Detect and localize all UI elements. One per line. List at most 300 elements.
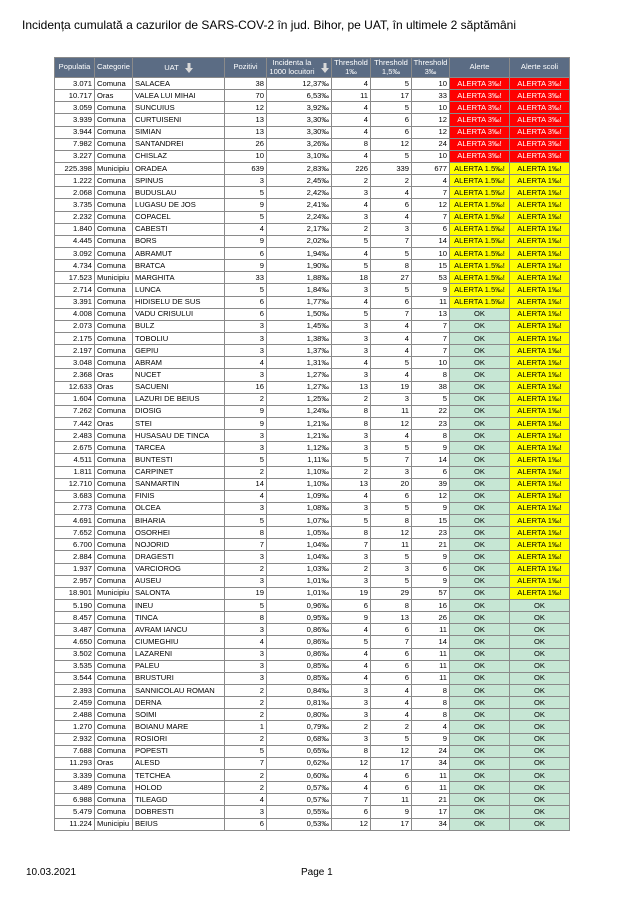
cell-categorie: Comuna — [95, 430, 133, 442]
cell-threshold-1-5: 5 — [371, 247, 412, 259]
table-row — [55, 551, 570, 563]
cell-threshold-1: 5 — [332, 515, 371, 527]
cell-populatia: 2.459 — [55, 697, 95, 709]
cell-categorie: Comuna — [95, 260, 133, 272]
cell-threshold-1-5: 11 — [371, 405, 412, 417]
cell-alerte: ALERTA 1.5‰! — [450, 296, 510, 308]
cell-threshold-3: 9 — [412, 284, 450, 296]
cell-alerte-scoli: ALERTA 1‰! — [510, 539, 570, 551]
cell-categorie: Comuna — [95, 357, 133, 369]
cell-alerte-scoli: OK — [510, 660, 570, 672]
cell-categorie: Oras — [95, 369, 133, 381]
cell-uat: CURTUISENI — [133, 114, 225, 126]
cell-pozitivi: 5 — [225, 211, 267, 223]
cell-threshold-1-5: 12 — [371, 527, 412, 539]
cell-threshold-1: 3 — [332, 551, 371, 563]
cell-uat: HUSASAU DE TINCA — [133, 430, 225, 442]
cell-alerte: OK — [450, 794, 510, 806]
cell-pozitivi: 9 — [225, 235, 267, 247]
cell-uat: HIDISELU DE SUS — [133, 296, 225, 308]
table-row — [55, 806, 570, 818]
cell-pozitivi: 4 — [225, 794, 267, 806]
cell-uat: DOBRESTI — [133, 806, 225, 818]
cell-alerte: OK — [450, 587, 510, 599]
cell-uat: LAZURI DE BEIUS — [133, 393, 225, 405]
cell-categorie: Comuna — [95, 563, 133, 575]
cell-threshold-3: 11 — [412, 672, 450, 684]
sort-down-arrow-icon[interactable] — [321, 63, 329, 73]
cell-alerte-scoli: ALERTA 1‰! — [510, 332, 570, 344]
cell-uat: POPESTI — [133, 745, 225, 757]
cell-alerte: OK — [450, 624, 510, 636]
cell-alerte: OK — [450, 393, 510, 405]
cell-uat: SIMIAN — [133, 126, 225, 138]
cell-incidenta: 3,92‰ — [267, 102, 332, 114]
cell-uat: BRUSTURI — [133, 672, 225, 684]
cell-incidenta: 2,02‰ — [267, 235, 332, 247]
cell-alerte: OK — [450, 308, 510, 320]
cell-populatia: 5.190 — [55, 600, 95, 612]
cell-threshold-1-5: 5 — [371, 442, 412, 454]
cell-pozitivi: 26 — [225, 138, 267, 150]
cell-alerte: OK — [450, 430, 510, 442]
cell-incidenta: 1,10‰ — [267, 466, 332, 478]
table-row — [55, 235, 570, 247]
cell-threshold-1-5: 4 — [371, 697, 412, 709]
cell-uat: CIUMEGHIU — [133, 636, 225, 648]
cell-alerte-scoli: OK — [510, 697, 570, 709]
cell-threshold-3: 8 — [412, 685, 450, 697]
cell-incidenta: 1,88‰ — [267, 272, 332, 284]
cell-uat: AUSEU — [133, 575, 225, 587]
cell-uat: VARCIOROG — [133, 563, 225, 575]
cell-alerte-scoli: ALERTA 1‰! — [510, 199, 570, 211]
cell-threshold-1-5: 3 — [371, 223, 412, 235]
cell-pozitivi: 6 — [225, 308, 267, 320]
cell-threshold-3: 11 — [412, 296, 450, 308]
cell-threshold-3: 9 — [412, 575, 450, 587]
cell-pozitivi: 12 — [225, 102, 267, 114]
cell-populatia: 1.270 — [55, 721, 95, 733]
cell-threshold-3: 14 — [412, 454, 450, 466]
table-row — [55, 502, 570, 514]
cell-threshold-1-5: 9 — [371, 806, 412, 818]
cell-uat: BOIANU MARE — [133, 721, 225, 733]
cell-uat: DRAGESTI — [133, 551, 225, 563]
cell-categorie: Comuna — [95, 454, 133, 466]
header-alerte[interactable]: Alerte — [450, 58, 510, 78]
cell-incidenta: 1,84‰ — [267, 284, 332, 296]
cell-categorie: Comuna — [95, 308, 133, 320]
cell-incidenta: 0,86‰ — [267, 648, 332, 660]
table-row — [55, 90, 570, 102]
cell-alerte: OK — [450, 697, 510, 709]
cell-threshold-1-5: 27 — [371, 272, 412, 284]
cell-categorie: Municipiu — [95, 162, 133, 174]
cell-threshold-1: 5 — [332, 308, 371, 320]
cell-populatia: 3.071 — [55, 78, 95, 90]
cell-pozitivi: 3 — [225, 430, 267, 442]
cell-incidenta: 1,38‰ — [267, 332, 332, 344]
header-categorie[interactable]: Categorie — [95, 58, 133, 78]
cell-threshold-1-5: 6 — [371, 782, 412, 794]
cell-populatia: 3.227 — [55, 150, 95, 162]
cell-alerte-scoli: OK — [510, 685, 570, 697]
cell-pozitivi: 2 — [225, 709, 267, 721]
cell-incidenta: 2,83‰ — [267, 162, 332, 174]
cell-threshold-1-5: 7 — [371, 235, 412, 247]
cell-threshold-1-5: 17 — [371, 757, 412, 769]
cell-threshold-3: 23 — [412, 527, 450, 539]
cell-alerte: OK — [450, 745, 510, 757]
cell-threshold-1-5: 4 — [371, 345, 412, 357]
cell-pozitivi: 639 — [225, 162, 267, 174]
cell-pozitivi: 2 — [225, 466, 267, 478]
table-row — [55, 466, 570, 478]
cell-categorie: Comuna — [95, 709, 133, 721]
cell-alerte: OK — [450, 527, 510, 539]
table-row — [55, 284, 570, 296]
table-row — [55, 308, 570, 320]
table-row — [55, 612, 570, 624]
cell-threshold-1-5: 3 — [371, 563, 412, 575]
cell-categorie: Comuna — [95, 672, 133, 684]
cell-threshold-1-5: 4 — [371, 332, 412, 344]
cell-pozitivi: 2 — [225, 563, 267, 575]
cell-pozitivi: 3 — [225, 672, 267, 684]
header-populatia[interactable]: Populatia — [55, 58, 95, 78]
cell-pozitivi: 3 — [225, 502, 267, 514]
cell-incidenta: 0,62‰ — [267, 757, 332, 769]
cell-alerte: OK — [450, 320, 510, 332]
cell-incidenta: 12,37‰ — [267, 78, 332, 90]
table-row — [55, 442, 570, 454]
cell-pozitivi: 10 — [225, 150, 267, 162]
cell-threshold-3: 13 — [412, 308, 450, 320]
cell-threshold-1-5: 8 — [371, 260, 412, 272]
cell-incidenta: 1,12‰ — [267, 442, 332, 454]
cell-threshold-1-5: 339 — [371, 162, 412, 174]
cell-pozitivi: 6 — [225, 247, 267, 259]
cell-incidenta: 0,68‰ — [267, 733, 332, 745]
cell-categorie: Comuna — [95, 733, 133, 745]
cell-incidenta: 1,09‰ — [267, 490, 332, 502]
cell-threshold-1-5: 6 — [371, 648, 412, 660]
cell-threshold-3: 11 — [412, 782, 450, 794]
cell-categorie: Comuna — [95, 78, 133, 90]
cell-incidenta: 3,10‰ — [267, 150, 332, 162]
cell-threshold-1-5: 19 — [371, 381, 412, 393]
cell-categorie: Oras — [95, 90, 133, 102]
cell-alerte: OK — [450, 454, 510, 466]
cell-categorie: Comuna — [95, 782, 133, 794]
cell-incidenta: 2,17‰ — [267, 223, 332, 235]
cell-incidenta: 0,95‰ — [267, 612, 332, 624]
cell-threshold-3: 22 — [412, 405, 450, 417]
cell-alerte-scoli: OK — [510, 733, 570, 745]
cell-categorie: Comuna — [95, 685, 133, 697]
cell-populatia: 10.717 — [55, 90, 95, 102]
cell-uat: BEIUS — [133, 818, 225, 830]
cell-threshold-1: 3 — [332, 369, 371, 381]
cell-threshold-1: 8 — [332, 527, 371, 539]
cell-pozitivi: 14 — [225, 478, 267, 490]
cell-threshold-1: 5 — [332, 235, 371, 247]
cell-categorie: Comuna — [95, 114, 133, 126]
cell-uat: TETCHEA — [133, 770, 225, 782]
cell-threshold-1: 4 — [332, 624, 371, 636]
cell-incidenta: 1,27‰ — [267, 381, 332, 393]
header-threshold-1-5[interactable]: Threshold 1,5‰ — [371, 58, 412, 78]
cell-alerte-scoli: OK — [510, 757, 570, 769]
cell-populatia: 2.488 — [55, 709, 95, 721]
cell-populatia: 2.675 — [55, 442, 95, 454]
cell-threshold-3: 7 — [412, 187, 450, 199]
cell-threshold-3: 14 — [412, 235, 450, 247]
cell-alerte: OK — [450, 381, 510, 393]
cell-incidenta: 0,86‰ — [267, 624, 332, 636]
cell-incidenta: 3,30‰ — [267, 114, 332, 126]
cell-pozitivi: 4 — [225, 223, 267, 235]
cell-alerte: ALERTA 1.5‰! — [450, 284, 510, 296]
cell-threshold-3: 11 — [412, 660, 450, 672]
cell-threshold-3: 17 — [412, 806, 450, 818]
cell-alerte-scoli: ALERTA 1‰! — [510, 308, 570, 320]
cell-categorie: Comuna — [95, 126, 133, 138]
header-threshold-1[interactable]: Threshold 1‰ — [332, 58, 371, 78]
cell-pozitivi: 8 — [225, 527, 267, 539]
cell-threshold-3: 4 — [412, 721, 450, 733]
cell-populatia: 3.059 — [55, 102, 95, 114]
table-row — [55, 199, 570, 211]
cell-pozitivi: 9 — [225, 417, 267, 429]
header-alerte-scoli[interactable]: Alerte scoli — [510, 58, 570, 78]
cell-populatia: 3.092 — [55, 247, 95, 259]
cell-pozitivi: 9 — [225, 199, 267, 211]
cell-alerte-scoli: OK — [510, 770, 570, 782]
cell-categorie: Comuna — [95, 296, 133, 308]
header-pozitivi[interactable]: Pozitivi — [225, 58, 267, 78]
cell-pozitivi: 9 — [225, 405, 267, 417]
cell-uat: BIHARIA — [133, 515, 225, 527]
cell-incidenta: 2,24‰ — [267, 211, 332, 223]
cell-categorie: Comuna — [95, 660, 133, 672]
cell-pozitivi: 3 — [225, 442, 267, 454]
table-row — [55, 405, 570, 417]
cell-threshold-1: 4 — [332, 490, 371, 502]
header-threshold-3[interactable]: Threshold 3‰ — [412, 58, 450, 78]
cell-threshold-3: 53 — [412, 272, 450, 284]
cell-threshold-1-5: 5 — [371, 284, 412, 296]
cell-threshold-1: 8 — [332, 417, 371, 429]
cell-threshold-1-5: 5 — [371, 150, 412, 162]
cell-threshold-1: 4 — [332, 357, 371, 369]
cell-populatia: 7.442 — [55, 417, 95, 429]
cell-pozitivi: 5 — [225, 600, 267, 612]
cell-pozitivi: 3 — [225, 332, 267, 344]
cell-threshold-1-5: 5 — [371, 502, 412, 514]
header-uat[interactable]: UAT — [133, 58, 225, 78]
cell-alerte: OK — [450, 782, 510, 794]
cell-alerte-scoli: ALERTA 1‰! — [510, 162, 570, 174]
cell-threshold-3: 7 — [412, 332, 450, 344]
cell-alerte: ALERTA 1.5‰! — [450, 162, 510, 174]
cell-threshold-1: 8 — [332, 745, 371, 757]
cell-uat: SPINUS — [133, 175, 225, 187]
table-row — [55, 539, 570, 551]
cell-threshold-1-5: 5 — [371, 551, 412, 563]
cell-pozitivi: 9 — [225, 260, 267, 272]
cell-threshold-1: 2 — [332, 223, 371, 235]
table-row — [55, 697, 570, 709]
cell-threshold-1: 4 — [332, 150, 371, 162]
cell-categorie: Comuna — [95, 515, 133, 527]
cell-pozitivi: 16 — [225, 381, 267, 393]
cell-threshold-1-5: 6 — [371, 660, 412, 672]
cell-threshold-1: 3 — [332, 502, 371, 514]
footer-page-number: Page 1 — [301, 867, 333, 878]
cell-pozitivi: 38 — [225, 78, 267, 90]
cell-threshold-1: 2 — [332, 563, 371, 575]
cell-categorie: Comuna — [95, 794, 133, 806]
cell-populatia: 1.604 — [55, 393, 95, 405]
cell-populatia: 1.811 — [55, 466, 95, 478]
table-row — [55, 636, 570, 648]
cell-incidenta: 1,77‰ — [267, 296, 332, 308]
cell-alerte: ALERTA 3‰! — [450, 102, 510, 114]
cell-pozitivi: 13 — [225, 126, 267, 138]
cell-alerte-scoli: ALERTA 1‰! — [510, 369, 570, 381]
sort-down-arrow-icon[interactable] — [185, 63, 193, 73]
cell-incidenta: 0,57‰ — [267, 794, 332, 806]
cell-threshold-1-5: 6 — [371, 199, 412, 211]
table-row — [55, 490, 570, 502]
cell-uat: GEPIU — [133, 345, 225, 357]
cell-incidenta: 0,81‰ — [267, 697, 332, 709]
cell-threshold-3: 6 — [412, 223, 450, 235]
cell-uat: HOLOD — [133, 782, 225, 794]
cell-categorie: Comuna — [95, 636, 133, 648]
cell-threshold-1-5: 11 — [371, 539, 412, 551]
cell-pozitivi: 7 — [225, 539, 267, 551]
cell-populatia: 2.773 — [55, 502, 95, 514]
cell-populatia: 2.197 — [55, 345, 95, 357]
table-row — [55, 126, 570, 138]
cell-threshold-1-5: 20 — [371, 478, 412, 490]
cell-threshold-1-5: 5 — [371, 733, 412, 745]
cell-populatia: 7.652 — [55, 527, 95, 539]
cell-incidenta: 0,79‰ — [267, 721, 332, 733]
cell-uat: SUNCUIUS — [133, 102, 225, 114]
cell-threshold-1: 11 — [332, 90, 371, 102]
table-row — [55, 818, 570, 830]
cell-threshold-1-5: 5 — [371, 102, 412, 114]
cell-uat: ORADEA — [133, 162, 225, 174]
cell-uat: LUGASU DE JOS — [133, 199, 225, 211]
cell-alerte: ALERTA 1.5‰! — [450, 235, 510, 247]
cell-uat: TINCA — [133, 612, 225, 624]
cell-threshold-1: 7 — [332, 539, 371, 551]
table-row — [55, 393, 570, 405]
cell-alerte-scoli: ALERTA 3‰! — [510, 150, 570, 162]
header-incidenta[interactable]: Incidenta la 1000 locuitori — [267, 58, 332, 78]
cell-pozitivi: 4 — [225, 357, 267, 369]
cell-populatia: 2.073 — [55, 320, 95, 332]
cell-alerte-scoli: OK — [510, 600, 570, 612]
cell-alerte: ALERTA 1.5‰! — [450, 175, 510, 187]
cell-threshold-3: 10 — [412, 102, 450, 114]
cell-uat: LUNCA — [133, 284, 225, 296]
cell-pozitivi: 3 — [225, 551, 267, 563]
cell-categorie: Comuna — [95, 575, 133, 587]
cell-incidenta: 1,31‰ — [267, 357, 332, 369]
cell-alerte: ALERTA 3‰! — [450, 78, 510, 90]
cell-threshold-1-5: 7 — [371, 636, 412, 648]
cell-categorie: Comuna — [95, 648, 133, 660]
cell-populatia: 2.932 — [55, 733, 95, 745]
cell-threshold-1-5: 17 — [371, 818, 412, 830]
cell-uat: AVRAM IANCU — [133, 624, 225, 636]
cell-populatia: 2.957 — [55, 575, 95, 587]
cell-alerte-scoli: ALERTA 1‰! — [510, 454, 570, 466]
cell-uat: BUNTESTI — [133, 454, 225, 466]
cell-alerte-scoli: OK — [510, 636, 570, 648]
cell-threshold-1: 2 — [332, 175, 371, 187]
cell-threshold-1: 4 — [332, 648, 371, 660]
cell-alerte: OK — [450, 357, 510, 369]
cell-threshold-1: 4 — [332, 102, 371, 114]
cell-threshold-1: 12 — [332, 757, 371, 769]
cell-threshold-1-5: 4 — [371, 211, 412, 223]
cell-populatia: 2.884 — [55, 551, 95, 563]
cell-threshold-1-5: 4 — [371, 430, 412, 442]
cell-categorie: Comuna — [95, 393, 133, 405]
cell-populatia: 1.222 — [55, 175, 95, 187]
cell-threshold-1: 5 — [332, 636, 371, 648]
cell-uat: ALESD — [133, 757, 225, 769]
cell-alerte: OK — [450, 806, 510, 818]
cell-incidenta: 1,37‰ — [267, 345, 332, 357]
cell-alerte: OK — [450, 672, 510, 684]
cell-threshold-1-5: 7 — [371, 308, 412, 320]
table-row — [55, 78, 570, 90]
cell-threshold-3: 34 — [412, 757, 450, 769]
cell-incidenta: 1,21‰ — [267, 417, 332, 429]
table-row — [55, 260, 570, 272]
cell-alerte-scoli: ALERTA 1‰! — [510, 260, 570, 272]
table-row — [55, 527, 570, 539]
cell-alerte-scoli: OK — [510, 745, 570, 757]
cell-pozitivi: 2 — [225, 697, 267, 709]
cell-alerte-scoli: ALERTA 1‰! — [510, 417, 570, 429]
cell-alerte-scoli: OK — [510, 624, 570, 636]
cell-threshold-3: 7 — [412, 345, 450, 357]
cell-threshold-1-5: 13 — [371, 612, 412, 624]
cell-threshold-3: 677 — [412, 162, 450, 174]
cell-populatia: 1.840 — [55, 223, 95, 235]
cell-threshold-1-5: 6 — [371, 490, 412, 502]
cell-incidenta: 1,45‰ — [267, 320, 332, 332]
cell-uat: SACUENI — [133, 381, 225, 393]
cell-alerte-scoli: ALERTA 1‰! — [510, 527, 570, 539]
cell-populatia: 3.735 — [55, 199, 95, 211]
cell-threshold-1-5: 8 — [371, 600, 412, 612]
cell-alerte-scoli: ALERTA 1‰! — [510, 466, 570, 478]
cell-populatia: 3.939 — [55, 114, 95, 126]
cell-threshold-1: 7 — [332, 794, 371, 806]
cell-uat: CABESTI — [133, 223, 225, 235]
cell-alerte-scoli: OK — [510, 782, 570, 794]
